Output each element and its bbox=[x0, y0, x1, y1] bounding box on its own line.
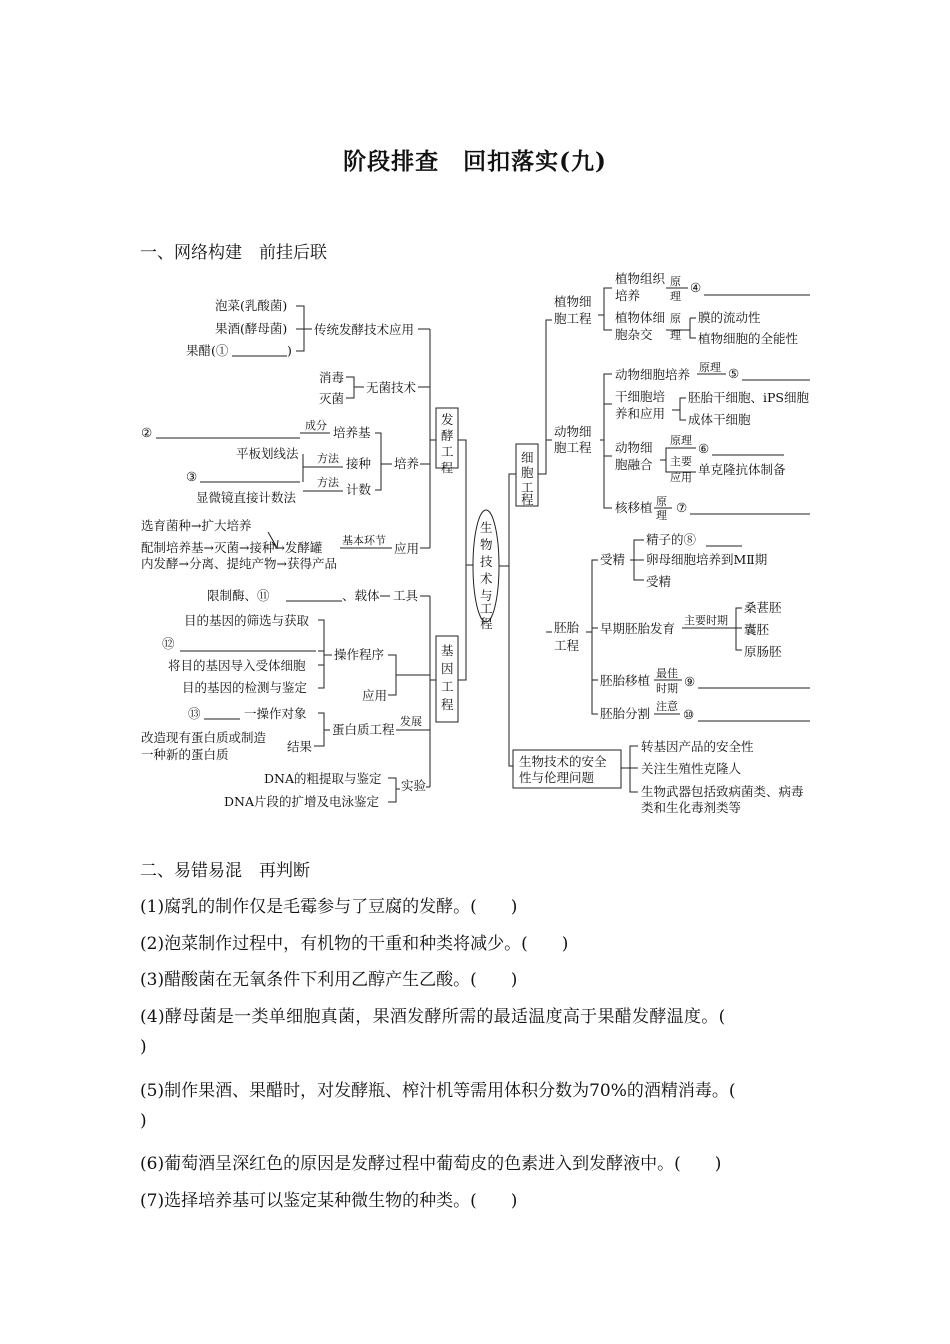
embryo-split: 胚胎分割 bbox=[600, 706, 651, 721]
app-line-3: 内发酵→分离、提纯产物→获得产品 bbox=[141, 556, 337, 571]
plant-fusion-2: 胞杂交 bbox=[615, 327, 653, 342]
culture-label: 培养 bbox=[394, 456, 420, 471]
svg-text:胞: 胞 bbox=[521, 465, 534, 480]
target-label: 一操作对象 bbox=[244, 706, 307, 721]
question-7: (7)选择培养基可以鉴定某种微生物的种类。( ) bbox=[140, 1191, 518, 1211]
plant-label-2: 胞工程 bbox=[554, 311, 592, 326]
blank-6: ⑥ bbox=[698, 441, 710, 456]
svg-text:酵: 酵 bbox=[441, 428, 454, 443]
stage-gastrula: 原肠胚 bbox=[744, 644, 782, 659]
step-4: 目的基因的检测与鉴定 bbox=[182, 680, 308, 695]
blank-7: ⑦ bbox=[676, 500, 688, 515]
fertilize-item-1: 精子的⑧ bbox=[646, 532, 697, 547]
svg-text:发: 发 bbox=[441, 412, 454, 427]
svg-text:术: 术 bbox=[480, 571, 493, 586]
svg-text:原: 原 bbox=[656, 495, 667, 508]
stem-item-2: 成体干细胞 bbox=[688, 412, 751, 427]
svg-text:程: 程 bbox=[480, 616, 493, 631]
early-development: 早期胚胎发育 bbox=[600, 621, 676, 636]
section-heading-judge: 二、易错易混 再判断 bbox=[140, 861, 310, 881]
animal-label-1: 动物细 bbox=[554, 424, 592, 439]
svg-text:理: 理 bbox=[670, 290, 681, 303]
safety-weapon-1: 生物武器包括致病菌类、病毒 bbox=[641, 784, 804, 799]
embryo-label-1: 胚胎 bbox=[554, 620, 580, 635]
ferment-branch bbox=[141, 298, 458, 571]
svg-text:工: 工 bbox=[521, 480, 534, 495]
principle-d: 原理 bbox=[670, 434, 692, 447]
fertilize-item-2: 卵母细胞培养到MⅡ期 bbox=[646, 552, 768, 567]
stem-1: 干细胞培 bbox=[615, 389, 666, 404]
svg-text:程: 程 bbox=[441, 697, 454, 712]
component-label: 成分 bbox=[305, 419, 327, 432]
svg-text:程: 程 bbox=[441, 461, 454, 475]
safety-box-2: 性与伦理问题 bbox=[519, 770, 595, 785]
svg-text:工: 工 bbox=[441, 679, 454, 694]
svg-text:与: 与 bbox=[480, 588, 493, 603]
safety-branch bbox=[513, 739, 804, 815]
disinfect-label: 消毒 bbox=[319, 370, 345, 385]
notice-label: 注意 bbox=[656, 700, 678, 713]
svg-text:因: 因 bbox=[441, 661, 454, 676]
exp-2: DNA片段的扩增及电泳鉴定 bbox=[224, 794, 379, 809]
blank-4: ④ bbox=[690, 280, 702, 295]
embryo-transfer: 胚胎移植 bbox=[600, 673, 651, 688]
blank-10: ⑩ bbox=[683, 707, 695, 722]
question-4: (4)酵母菌是一类单细胞真菌，果酒发酵所需的最适温度高于果醋发酵温度。( bbox=[140, 1007, 726, 1027]
animal-label-2: 胞工程 bbox=[554, 440, 592, 455]
result-desc-1: 改造现有蛋白质或制造 bbox=[141, 730, 267, 745]
principle-c: 原理 bbox=[699, 361, 721, 374]
question-5: (5)制作果酒、果醋时，对发酵瓶、榨汁机等需用体积分数为70%的酒精消毒。( bbox=[140, 1081, 736, 1101]
best-1: 最佳 bbox=[656, 667, 678, 680]
ferment-item-vinegar: 果醋(① bbox=[186, 343, 229, 358]
streak-method: 平板划线法 bbox=[236, 446, 299, 461]
center-node bbox=[480, 520, 493, 631]
main-app-1: 主要 bbox=[670, 455, 692, 468]
embryo-label-2: 工程 bbox=[554, 638, 580, 653]
gene-app-label: 应用 bbox=[362, 688, 388, 703]
svg-text:基: 基 bbox=[441, 643, 454, 658]
question-3: (3)醋酸菌在无氧条件下利用乙醇产生乙酸。( ) bbox=[140, 970, 518, 990]
app-line-2: 配制培养基→灭菌→接种→发酵罐 bbox=[141, 540, 323, 555]
main-app-2: 应用 bbox=[670, 471, 692, 484]
safety-box-1: 生物技术的安全 bbox=[519, 754, 607, 769]
main-period: 主要时期 bbox=[684, 614, 728, 627]
question-2: (2)泡菜制作过程中，有机物的干重和种类将减少。( ) bbox=[140, 934, 569, 954]
step-3: 将目的基因导入受体细胞 bbox=[168, 658, 306, 673]
fertilize-item-3: 受精 bbox=[646, 574, 672, 589]
blank-5: ⑤ bbox=[728, 366, 740, 381]
ferment-app-label: 应用 bbox=[394, 541, 420, 556]
plant-tissue-2: 培养 bbox=[615, 288, 641, 303]
blank-9: ⑨ bbox=[684, 674, 696, 689]
ferment-item-wine: 果酒(酵母菌) bbox=[215, 321, 288, 336]
gene-branch bbox=[141, 588, 458, 809]
sterile-tech-label: 无菌技术 bbox=[366, 380, 417, 395]
inoculate-label: 接种 bbox=[346, 456, 372, 471]
totipotency: 植物细胞的全能性 bbox=[698, 331, 799, 346]
svg-text:工: 工 bbox=[441, 444, 454, 459]
animal-fusion-1: 动物细 bbox=[615, 440, 653, 455]
section-heading-network: 一、网络构建 前挂后联 bbox=[140, 243, 327, 263]
stem-item-1: 胚胎干细胞、iPS细胞 bbox=[688, 390, 809, 405]
question-4-close: ) bbox=[140, 1037, 147, 1057]
membrane-fluidity: 膜的流动性 bbox=[698, 310, 761, 325]
nuclear-transfer: 核移植 bbox=[615, 500, 653, 515]
page-title: 阶段排查 回扣落实(九) bbox=[343, 148, 607, 175]
animal-fusion-2: 胞融合 bbox=[615, 457, 653, 472]
stem-2: 养和应用 bbox=[615, 406, 666, 421]
svg-text:细: 细 bbox=[521, 450, 534, 465]
blank-13: ⑬ bbox=[188, 706, 201, 721]
svg-text:物: 物 bbox=[480, 537, 493, 552]
question-1: (1)腐乳的制作仅是毛霉参与了豆腐的发酵。( ) bbox=[140, 897, 518, 917]
plant-fusion-1: 植物体细 bbox=[615, 310, 666, 325]
svg-text:理: 理 bbox=[656, 509, 667, 522]
plant-tissue-1: 植物组织 bbox=[615, 271, 666, 286]
ferment-item-vinegar-close: ) bbox=[287, 343, 292, 358]
svg-text:程: 程 bbox=[521, 492, 534, 507]
question-6: (6)葡萄酒呈深红色的原因是发酵过程中葡萄皮的色素进入到发酵液中。( ) bbox=[140, 1154, 722, 1174]
blank-2: ② bbox=[141, 425, 153, 440]
best-2: 时期 bbox=[656, 682, 678, 695]
experiment-label: 实验 bbox=[401, 778, 427, 793]
blank-12: ⑫ bbox=[162, 636, 175, 651]
method-label-2: 方法 bbox=[317, 476, 339, 489]
medium-label: 培养基 bbox=[333, 425, 371, 440]
app-line-1: 选育菌种→扩大培养 bbox=[141, 518, 252, 533]
tool-label: 工具 bbox=[393, 588, 419, 603]
svg-text:理: 理 bbox=[670, 329, 681, 342]
svg-text:原: 原 bbox=[670, 312, 681, 325]
exp-1: DNA的粗提取与鉴定 bbox=[264, 771, 382, 786]
count-label: 计数 bbox=[346, 482, 372, 497]
traditional-ferment-label: 传统发酵技术应用 bbox=[314, 322, 415, 337]
plant-label-1: 植物细 bbox=[554, 294, 592, 309]
cell-branch bbox=[516, 271, 810, 722]
step-1: 目的基因的筛选与获取 bbox=[184, 613, 310, 628]
procedure-label: 操作程序 bbox=[334, 647, 385, 662]
blank-3: ③ bbox=[186, 469, 198, 484]
safety-item-1: 转基因产品的安全性 bbox=[641, 739, 754, 754]
basic-step-label: 基本环节 bbox=[342, 534, 386, 547]
develop-label: 发展 bbox=[400, 715, 422, 728]
result-desc-2: 一种新的蛋白质 bbox=[141, 747, 229, 762]
animal-culture: 动物细胞培养 bbox=[615, 367, 691, 382]
fertilize-label: 受精 bbox=[600, 552, 626, 567]
stage-blastocyst: 囊胚 bbox=[744, 622, 770, 637]
ferment-item-pickle: 泡菜(乳酸菌) bbox=[215, 298, 288, 313]
svg-text:技: 技 bbox=[480, 554, 493, 569]
result-label: 结果 bbox=[287, 739, 313, 754]
safety-weapon-2: 类和生化毒剂类等 bbox=[641, 800, 742, 815]
svg-text:工: 工 bbox=[480, 601, 493, 616]
method-label-1: 方法 bbox=[317, 452, 339, 465]
tool-enzyme: 限制酶、⑪ bbox=[207, 588, 270, 603]
stage-morula: 桑葚胚 bbox=[744, 600, 782, 615]
question-5-close: ) bbox=[140, 1111, 147, 1131]
sterilize-label: 灭菌 bbox=[319, 391, 345, 406]
principle-a: 原 bbox=[670, 275, 681, 288]
protein-eng-label: 蛋白质工程 bbox=[332, 722, 395, 737]
svg-text:生: 生 bbox=[480, 520, 493, 535]
microscope-count: 显微镜直接计数法 bbox=[196, 490, 297, 505]
tool-carrier: 、载体 bbox=[342, 588, 380, 603]
mab-prep: 单克隆抗体制备 bbox=[698, 462, 786, 477]
safety-item-2: 关注生殖性克隆人 bbox=[641, 761, 742, 776]
